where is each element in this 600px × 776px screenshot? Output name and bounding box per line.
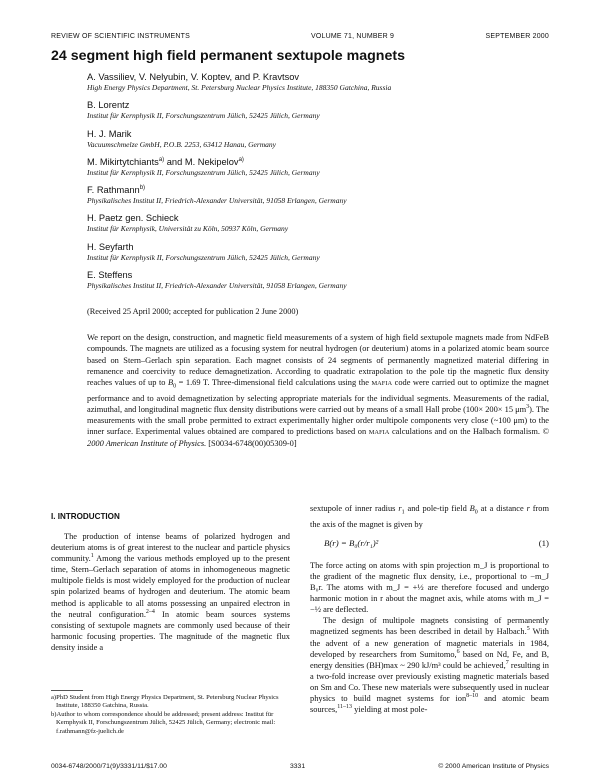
- author-affiliation: Institut für Kernphysik, Universität zu Köln, 50937 Köln, Germany: [87, 224, 289, 234]
- author-affiliation: Institut für Kernphysik II, Forschungszentrum Jülich, 52425 Jülich, Germany: [87, 252, 320, 262]
- right-column: [310, 503, 549, 715]
- author-affiliation: Institut für Kernphysik II, Forschungszentrum Jülich, 52425 Jülich, Germany: [87, 167, 320, 177]
- equation-1: [310, 538, 549, 552]
- author-names: E. Steffens: [87, 270, 133, 281]
- author-names: M. Mikirtytchiants$^{a)}$ and M. Nekipelov$^{a)}$: [87, 156, 244, 167]
- received-dates: (Received 25 April 2000; accepted for publication 2 June 2000): [87, 307, 299, 316]
- citation: 7: [505, 659, 509, 666]
- section-heading: I. INTRODUCTION: [51, 512, 120, 521]
- author-group: [87, 241, 557, 263]
- author-names: B. Lorentz: [87, 100, 130, 111]
- author-affiliation: High Energy Physics Department, St. Petersburg Nuclear Physics Institute, 188350 Gatchina, Russia: [87, 83, 392, 92]
- page-footer: [51, 763, 549, 773]
- author-group: [87, 128, 557, 150]
- citation: 1: [90, 553, 94, 560]
- article-doi: [S0034-6748(00)05309-0]: [206, 438, 297, 448]
- copyright-notice: © 2000 American Institute of Physics.: [87, 426, 549, 448]
- author-affiliation: Physikalisches Institut II, Friedrich-Alexander Universität, 91058 Erlangen, Germany: [87, 281, 347, 291]
- author-affiliation: Physikalisches Institut II, Friedrich-Alexander Universität, 91058 Erlangen, Germany: [87, 196, 347, 206]
- running-header: [51, 33, 549, 43]
- footnote-mark: a): [158, 156, 165, 163]
- footnotes: [51, 694, 290, 736]
- author-affiliation: Institut für Kernphysik II, Forschungszentrum Jülich, 52425 Jülich, Germany: [87, 111, 320, 121]
- footnote: a)PhD Student from High Energy Physics Department, St. Petersburg Nuclear Physics Institute, 188350 Gatchina, Russia.: [51, 694, 279, 710]
- author-names: H. Paetz gen. Schieck: [87, 213, 179, 224]
- footnote-divider: [51, 690, 83, 691]
- equation-number: (1): [538, 537, 549, 548]
- page-number: 3331: [290, 763, 306, 770]
- journal-name: REVIEW OF SCIENTIFIC INSTRUMENTS: [51, 33, 191, 40]
- footnote-mark: a): [238, 156, 244, 163]
- citation: 5: [526, 626, 530, 633]
- equation-body: B(r) = B₀(r/r₁)²: [324, 537, 379, 548]
- citation: 8–10: [466, 693, 479, 700]
- author-group: [87, 269, 557, 291]
- body-paragraph: The production of intense beams of polarized hydrogen and deuterium atoms is of great interest to the nuclear and particle physics community.$^1$ Among the various methods employed up to the present time, Stern–Gerlach separation of atoms in inhomogeneous magnetic multipole fields is most widely employed for the production of nuclear spin polarized beams of hydrogen and deuterium. The atomic beam method is applicable to all atoms possessing an unpaired electron in the neutral configuration.$^{2-4}$ In atomic beam sources systems consisting of sextupole magnets are commonly used because of their harmonic focusing properties. The magnitude of the magnetic flux density inside a: [51, 532, 291, 652]
- issue-date: SEPTEMBER 2000: [485, 33, 549, 40]
- body-paragraph: sextupole of inner radius $r_1$ and pole-tip field $B_0$ at a distance r from the axis of the magnet is given by: [310, 504, 550, 529]
- citation: 6: [456, 648, 460, 655]
- left-column: [51, 512, 290, 653]
- author-names: H. J. Marik: [87, 128, 132, 139]
- author-group: [87, 71, 557, 93]
- author-group: [87, 184, 557, 206]
- body-paragraph: The force acting on atoms with spin projection m_J is proportional to the gradient of the magnetic flux density, i.e., proportional to −m_J B₀r. The atoms with m_J = +½ are therefore focused and undergo harmonic motion in r about the magnet axis, while atoms with m_J = −½ are deflected.: [310, 560, 549, 615]
- author-list: [87, 71, 557, 297]
- volume-number: VOLUME 71, NUMBER 9: [311, 33, 395, 40]
- author-group: [87, 156, 557, 178]
- author-names: A. Vassiliev, V. Nelyubin, V. Koptev, and P. Kravtsov: [87, 72, 300, 82]
- author-names: H. Seyfarth: [87, 241, 134, 252]
- author-affiliation: Vacuumschmelze GmbH, P.O.B. 2253, 63412 Hanau, Germany: [87, 139, 277, 149]
- article-code: 0034-6748/2000/71(9)/3331/11/$17.00: [51, 763, 167, 770]
- footer-copyright: © 2000 American Institute of Physics: [438, 763, 549, 770]
- body-paragraph: The design of multipole magnets consisting of permanently magnetized segments has been described in detail by Halbach.$^5$ With the advent of a new generation of magnetic materials in 1984, developed by researchers from Sumitomo,$^6$ based on Nd, Fe, and B, energy densities (BH)max ~ 290 kJ/m³ could be achieved,$^7$ resulting in a two-fold increase over previously existing magnetic materials based on Sm and Co. These new materials were subsequently used in nuclear physics to build magnet systems for ion$^{8-10}$ and atomic beam sources,$^{11-13}$ yielding at most pole-: [310, 616, 550, 715]
- footnote: b)Author to whom correspondence should be addressed; present address: Institut für Kernphysik II, Forschungszentrum Jülich, 52425 Jülich, Germany; electronic mail: f.rathmann@fz-juelich.de: [51, 710, 276, 735]
- abstract: We report on the design, construction, and magnetic field measurements of a system of high field sextupole magnets made from NdFeB compounds. The magnets are utilized as a focusing system for neutral hydrogen (or deuterium) atoms in a polarized atomic beam source based on Stern–Gerlach spin separation. Each magnet consists of 24 segments of permanently magnetized material differing in remanence and coercivity to reduce demagnetization. According to quadratic extrapolation to the pole tip the magnetic flux density reaches values of up to $B_0 = 1.69$ T. Three-dimensional field calculations using the MAFIA code were carried out to optimize the magnet performance and to avoid demagnetization by selecting appropriate materials for the individual segments. Measurements of the radial, azimuthal, and longitudinal magnetic flux density distributions were carried out by means of a small Hall probe (100× 200× 15 $\mu m^3$). The measurements with the small probe permitted to extract experimentally higher order multipole components very close (~100 μm) to the inner surface. Experimental values obtained are compared to predictions based on MAFIA calculations and on the Halbach formalism. © 2000 American Institute of Physics. [S0034-6748(00)05309-0]: [87, 333, 549, 448]
- author-group: [87, 99, 557, 121]
- citation: 2–4: [145, 608, 155, 615]
- article-title: 24 segment high field permanent sextupole magnets: [51, 48, 405, 64]
- citation: 11–13: [337, 704, 352, 711]
- footnote-mark: b): [139, 185, 146, 192]
- author-group: [87, 212, 557, 234]
- author-names: F. Rathmann$^{b)}$: [87, 185, 146, 196]
